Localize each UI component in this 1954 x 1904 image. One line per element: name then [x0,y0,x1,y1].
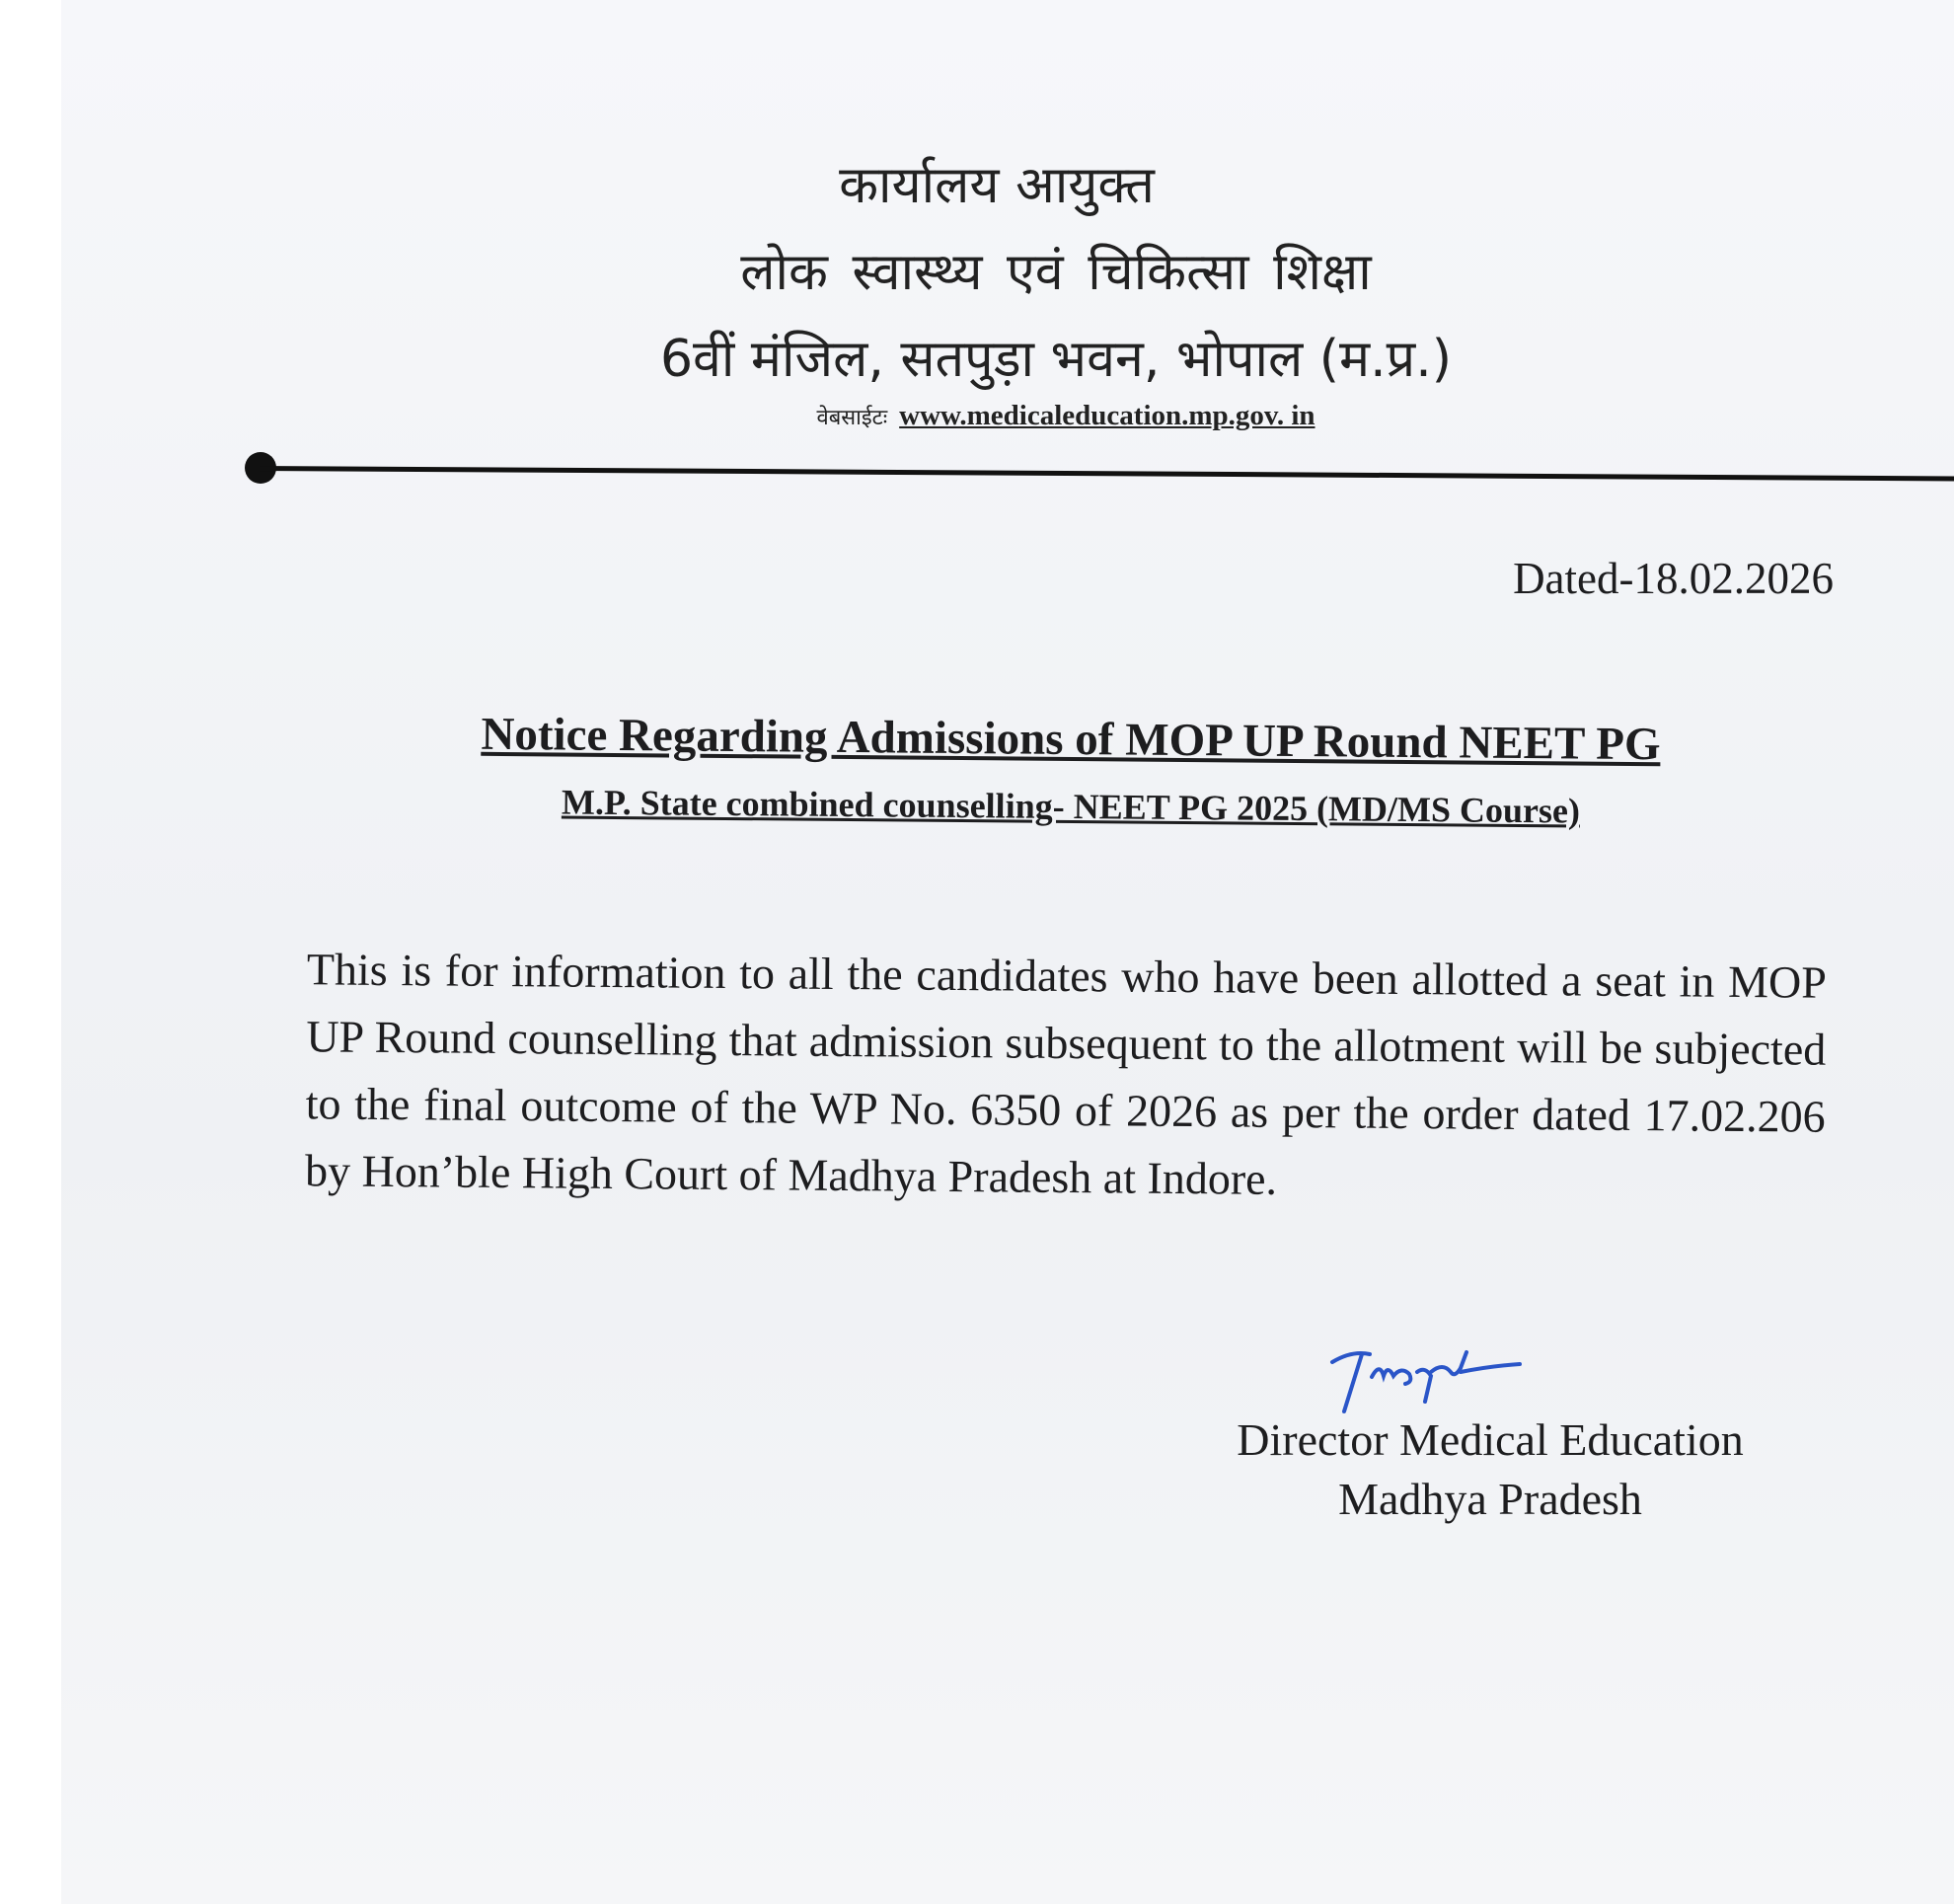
website-link[interactable]: www.medicaleducation.mp.gov. in [899,400,1315,431]
website-line [89,400,1954,432]
signatory-state: Madhya Pradesh [1338,1474,1642,1524]
address-heading: 6वीं मंजिल, सतपुड़ा भवन, भोपाल (म.प्र.) [659,330,1453,389]
department-heading: लोक स्वास्थ्य एवं चिकित्सा शिक्षा [740,243,1372,302]
notice-body: This is for information to all the candidates who have been allotted a seat in MOP UP Round counselling that admission subsequent to the allotment will be subjected to the final outcome of the WP No. 6350 of 2026 as per the order dated 17.02.206 by Hon’ble High Court of Madhya Pradesh at Indore. [304,944,1828,1204]
notice-date: Dated-18.02.2026 [1513,554,1834,603]
signatory-title: Director Medical Education [1237,1414,1744,1465]
scan-margin [0,0,61,1904]
website-label: वेबसाईटः [816,406,888,430]
notice-subtitle: M.P. State combined counselling- NEET PG 2025 (MD/MS Course) [561,782,1581,831]
signature [1322,1333,1559,1421]
notice-title: Notice Regarding Admissions of MOP UP Round NEET PG [481,708,1661,771]
office-heading: कार्यालय आयुक्त [839,156,1155,215]
